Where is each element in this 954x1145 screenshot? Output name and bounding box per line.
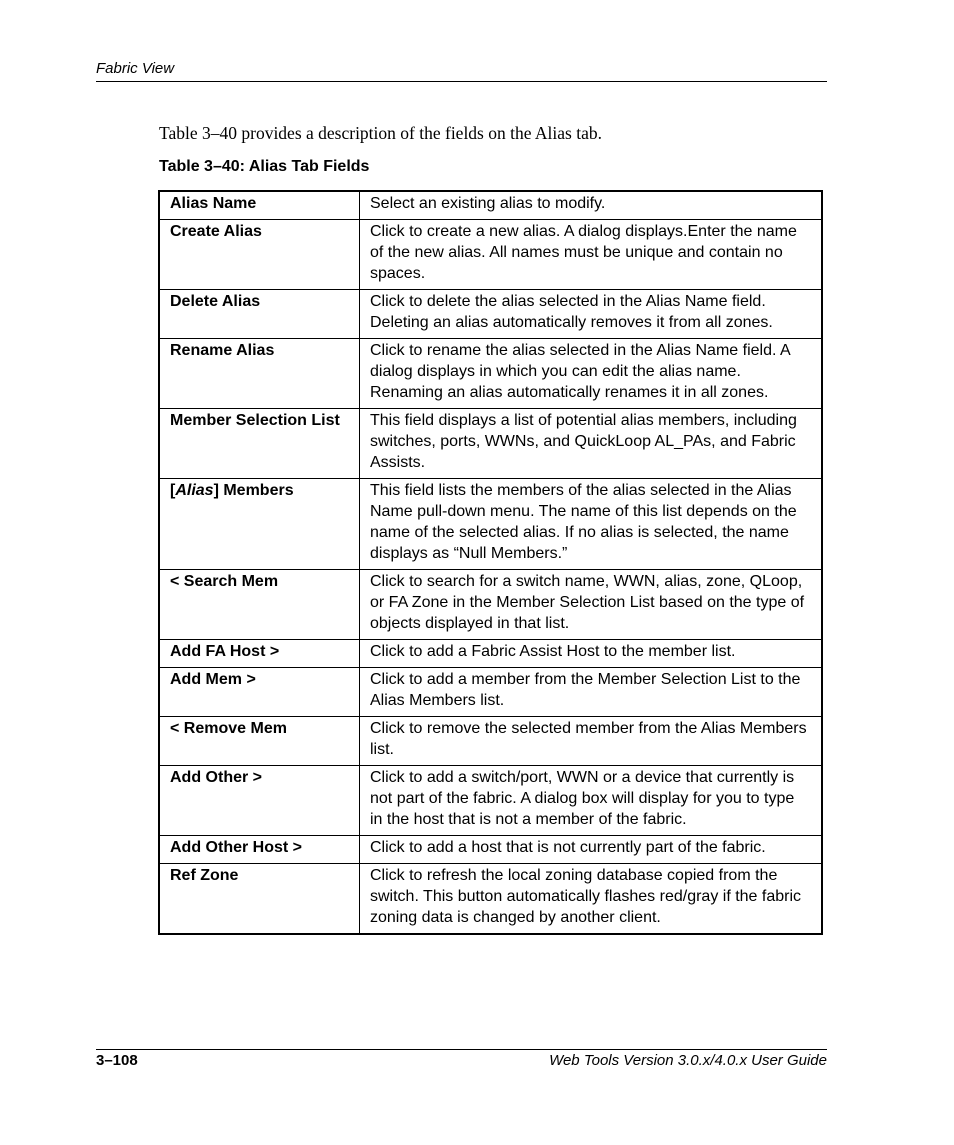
table-row: [159, 220, 822, 290]
field-description: Click to add a switch/port, WWN or a device that currently is not part of the fabric. A dialog box will display for you to type in the host that is not a member of the fabric.: [360, 766, 823, 836]
field-name: Add FA Host >: [159, 640, 360, 668]
table-row: [159, 766, 822, 836]
field-description: Click to create a new alias. A dialog displays.Enter the name of the new alias. All names must be unique and contain no spaces.: [360, 220, 823, 290]
field-name: [159, 479, 360, 570]
field-name: Alias Name: [159, 191, 360, 220]
table-row: [159, 290, 822, 339]
table-row: [159, 409, 822, 479]
field-name: < Search Mem: [159, 570, 360, 640]
field-description: This field displays a list of potential alias members, including switches, ports, WWNs, and QuickLoop AL_PAs, and Fabric Assists.: [360, 409, 823, 479]
document-title: Web Tools Version 3.0.x/4.0.x User Guide: [549, 1052, 827, 1069]
header-rule: [96, 81, 827, 82]
field-name: Ref Zone: [159, 864, 360, 935]
field-name: Delete Alias: [159, 290, 360, 339]
field-description: Click to add a host that is not currently part of the fabric.: [360, 836, 823, 864]
name-close-part: ] Members: [213, 482, 294, 499]
footer-rule: [96, 1049, 827, 1050]
field-name: Rename Alias: [159, 339, 360, 409]
table-row: [159, 339, 822, 409]
field-description: This field lists the members of the alias selected in the Alias Name pull-down menu. The name of this list depends on the name of the selected alias. If no alias is selected, the name displays as “Null Members.”: [360, 479, 823, 570]
alias-tab-fields-table: [158, 190, 823, 935]
table-row: [159, 191, 822, 220]
running-header: Fabric View: [96, 60, 175, 77]
table-row: [159, 717, 822, 766]
field-name: Create Alias: [159, 220, 360, 290]
field-description: Select an existing alias to modify.: [360, 191, 823, 220]
field-description: Click to refresh the local zoning database copied from the switch. This button automatically flashes red/gray if the fabric zoning data is changed by another client.: [360, 864, 823, 935]
table-row: [159, 640, 822, 668]
field-name: < Remove Mem: [159, 717, 360, 766]
field-description: Click to search for a switch name, WWN, alias, zone, QLoop, or FA Zone in the Member Selection List based on the type of objects displayed in that list.: [360, 570, 823, 640]
table-row: [159, 479, 822, 570]
field-name: Add Other >: [159, 766, 360, 836]
field-description: Click to rename the alias selected in the Alias Name field. A dialog displays in which you can edit the alias name. Renaming an alias automatically renames it in all zones.: [360, 339, 823, 409]
table-row: [159, 570, 822, 640]
field-name: Add Mem >: [159, 668, 360, 717]
field-name: Add Other Host >: [159, 836, 360, 864]
field-description: Click to add a member from the Member Selection List to the Alias Members list.: [360, 668, 823, 717]
page-number: 3–108: [96, 1052, 138, 1069]
field-description: Click to delete the alias selected in the Alias Name field. Deleting an alias automatically removes it from all zones.: [360, 290, 823, 339]
field-description: Click to remove the selected member from the Alias Members list.: [360, 717, 823, 766]
field-description: Click to add a Fabric Assist Host to the member list.: [360, 640, 823, 668]
table-row: [159, 864, 822, 935]
table-row: [159, 836, 822, 864]
name-open-bracket: [: [170, 482, 176, 499]
table-row: [159, 668, 822, 717]
table-caption: Table 3–40: Alias Tab Fields: [159, 158, 370, 175]
name-italic-part: Alias: [175, 482, 214, 499]
field-name: Member Selection List: [159, 409, 360, 479]
intro-paragraph: Table 3–40 provides a description of the fields on the Alias tab.: [159, 123, 602, 143]
